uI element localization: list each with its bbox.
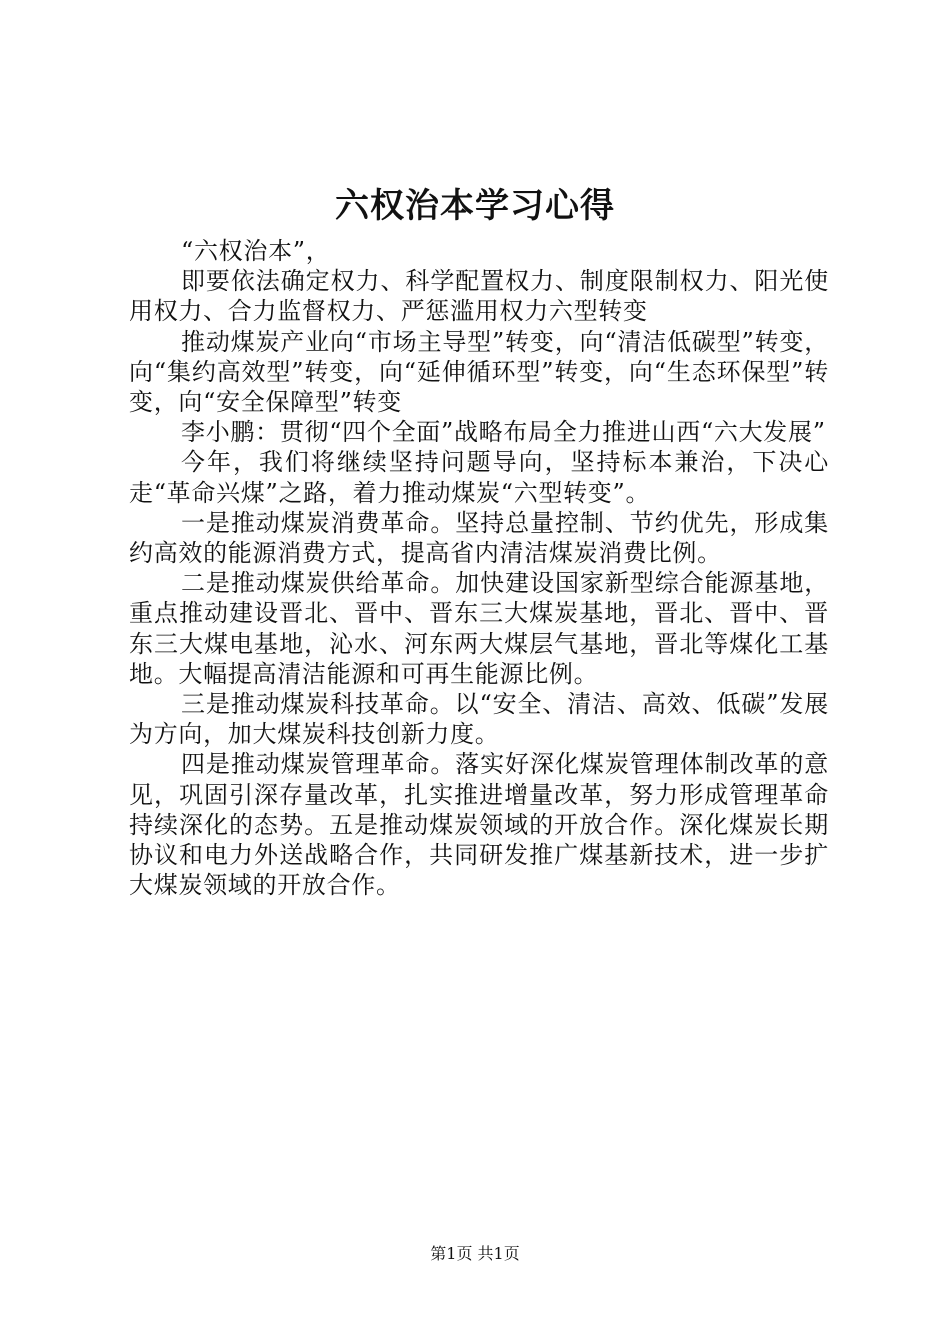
paragraph: 二是推动煤炭供给革命。加快建设国家新型综合能源基地，重点推动建设晋北、晋中、晋东三大煤炭基地，晋北、晋中、晋东三大煤电基地，沁水、河东两大煤层气基地，晋北等煤化工基地。大幅提高清洁能源和可再生能源比例。 — [129, 569, 829, 688]
document-body — [129, 236, 829, 900]
paragraph: 李小鹏：贯彻“四个全面”战略布局全力推进山西“六大发展” — [181, 418, 826, 447]
paragraph: 一是推动煤炭消费革命。坚持总量控制、节约优先，形成集约高效的能源消费方式，提高省内清洁煤炭消费比例。 — [129, 508, 829, 568]
paragraph: 今年，我们将继续坚持问题导向，坚持标本兼治，下决心走“革命兴煤”之路，着力推动煤炭“六型转变”。 — [129, 448, 829, 507]
paragraph: 即要依法确定权力、科学配置权力、制度限制权力、阳光使用权力、合力监督权力、严惩滥用权力六型转变 — [129, 267, 829, 326]
paragraph: 三是推动煤炭科技革命。以“安全、清洁、高效、低碳”发展为方向，加大煤炭科技创新力度。 — [129, 690, 829, 749]
page-footer: 第1页 共1页 — [430, 1244, 520, 1263]
document-title: 六权治本学习心得 — [335, 186, 615, 226]
paragraph: 推动煤炭产业向“市场主导型”转变，向“清洁低碳型”转变，向“集约高效型”转变，向“延伸循环型”转变，向“生态环保型”转变，向“安全保障型”转变 — [129, 327, 829, 417]
paragraph: 四是推动煤炭管理革命。落实好深化煤炭管理体制改革的意见，巩固引深存量改革，扎实推进增量改革，努力形成管理革命持续深化的态势。五是推动煤炭领域的开放合作。深化煤炭长期协议和电力外送战略合作，共同研发推广煤基新技术，进一步扩大煤炭领域的开放合作。 — [129, 750, 829, 900]
paragraph: “六权治本”， — [181, 237, 331, 265]
